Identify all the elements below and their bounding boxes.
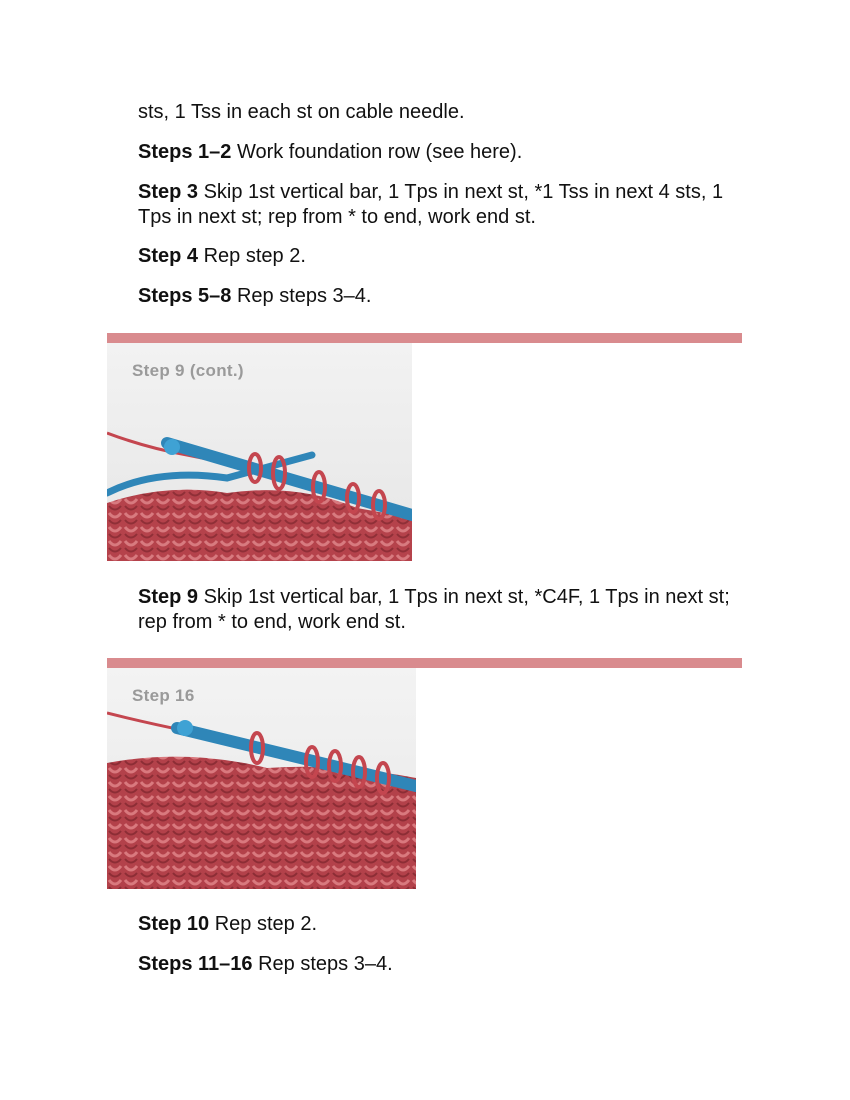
instruction-steps-5-8 bbox=[138, 284, 738, 309]
step-text: sts, 1 Tss in each st on cable needle. bbox=[138, 101, 465, 123]
step-text: Work foundation row (see here). bbox=[231, 141, 523, 163]
section-divider bbox=[107, 333, 742, 343]
instruction-step-3 bbox=[138, 180, 738, 230]
photo-label: Step 9 (cont.) bbox=[132, 361, 244, 380]
step-heading: Steps 5–8 bbox=[138, 285, 232, 307]
instruction-steps-1-2 bbox=[138, 140, 738, 165]
step-heading: Step 4 bbox=[138, 245, 199, 267]
step-heading: Steps 11–16 bbox=[138, 953, 253, 975]
step-heading: Step 3 bbox=[138, 181, 199, 203]
instruction-step-10 bbox=[138, 912, 738, 937]
step-text: Skip 1st vertical bar, 1 Tps in next st, *1 Tss in next 4 sts, 1 Tps in next st; rep from * to end, work end st. bbox=[138, 181, 724, 228]
step-text: Rep step 2. bbox=[209, 913, 317, 935]
instruction-step-9 bbox=[138, 585, 738, 635]
step-text: Rep steps 3–4. bbox=[252, 953, 393, 975]
step-16-photo bbox=[107, 668, 416, 889]
instruction-step-4 bbox=[138, 244, 738, 269]
instruction-steps-11-16 bbox=[138, 952, 738, 977]
step-text: Skip 1st vertical bar, 1 Tps in next st, *C4F, 1 Tps in next st; rep from * to end, work end st. bbox=[138, 586, 730, 633]
step-text: Rep steps 3–4. bbox=[231, 285, 372, 307]
section-divider bbox=[107, 658, 742, 668]
step-heading: Steps 1–2 bbox=[138, 141, 232, 163]
photo-label: Step 16 bbox=[132, 686, 195, 705]
instruction-continuation bbox=[138, 100, 738, 125]
step-heading: Step 9 bbox=[138, 586, 199, 608]
step-9-photo bbox=[107, 343, 412, 561]
step-text: Rep step 2. bbox=[198, 245, 306, 267]
step-heading: Step 10 bbox=[138, 913, 210, 935]
